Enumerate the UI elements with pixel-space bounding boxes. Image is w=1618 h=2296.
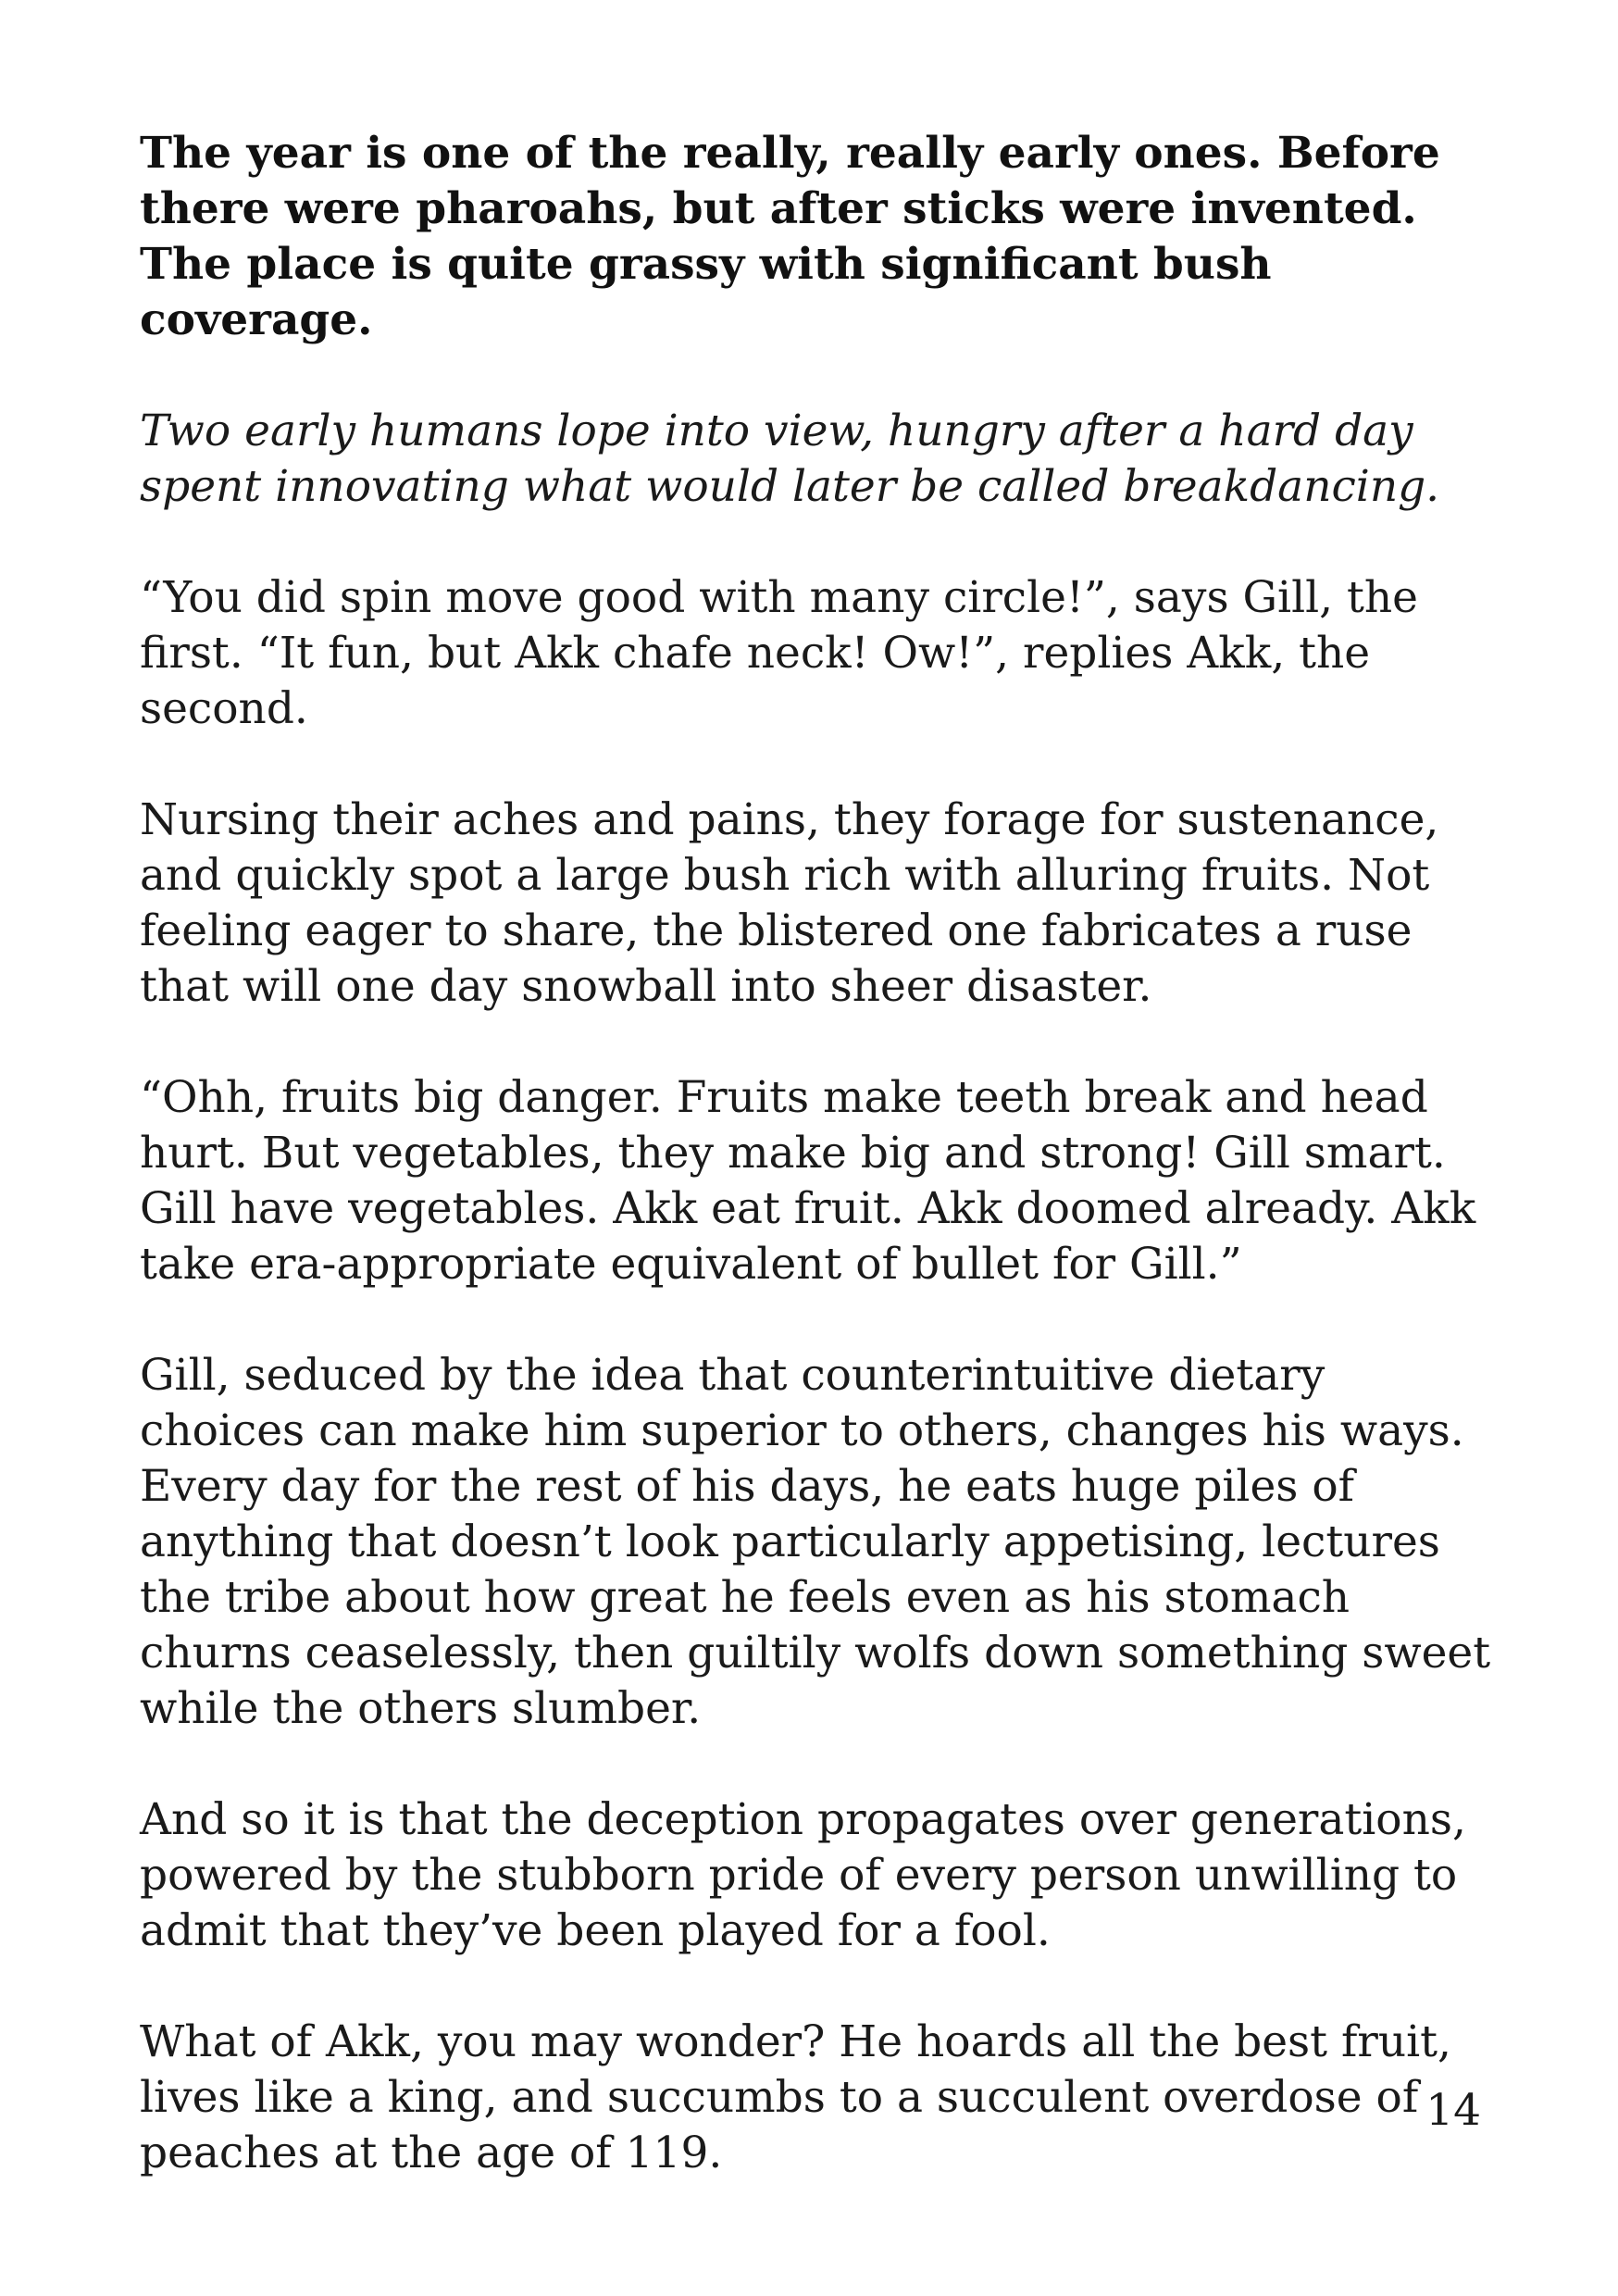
narrative-paragraph: Gill, seduced by the idea that counterintuitive dietary choices can make him superior to others, changes his ways. Every day for the rest of his days, he eats huge piles of anything that doesn’t look particularly appetising, lectures the tribe about how great he feels even as his stomach churns ceaselessly, then guiltily wolfs down something sweet while the others slumber.	[140, 1350, 1491, 1734]
closing-paragraph: What of Akk, you may wonder? He hoards all the best fruit, lives like a king, and succumbs to a succulent overdose of peaches at the age of 119.	[140, 2016, 1451, 2178]
dialogue-paragraph: “You did spin move good with many circle!”, says Gill, the first. “It fun, but Akk chafe neck! Ow!”, replies Akk, the second.	[140, 572, 1418, 734]
narrative-paragraph: And so it is that the deception propagates over generations, powered by the stubborn pride of every person unwilling to admit that they’ve been played for a fool.	[140, 1794, 1466, 1956]
quote-paragraph: “Ohh, fruits big danger. Fruits make teeth break and head hurt. But vegetables, they make big and strong! Gill smart. Gill have vegetables. Akk eat fruit. Akk doomed already. Akk take era-appropriate equivalent of bullet for Gill.”	[140, 1072, 1476, 1290]
narrative-paragraph: Nursing their aches and pains, they forage for sustenance, and quickly spot a large bush rich with alluring fruits. Not feeling eager to share, the blistered one fabricates a ruse that will one day snowball into sheer disaster.	[140, 794, 1439, 1012]
stage-direction-paragraph: Two early humans lope into view, hungry after a hard day spent innovating what would later be called breakdancing.	[140, 406, 1440, 512]
intro-paragraph: The year is one of the really, really early ones. Before there were pharoahs, but after sticks were invented. The place is quite grassy with significant bush coverage.	[140, 128, 1440, 345]
page-number: 14	[1425, 2085, 1481, 2136]
body-text	[140, 126, 1500, 2181]
